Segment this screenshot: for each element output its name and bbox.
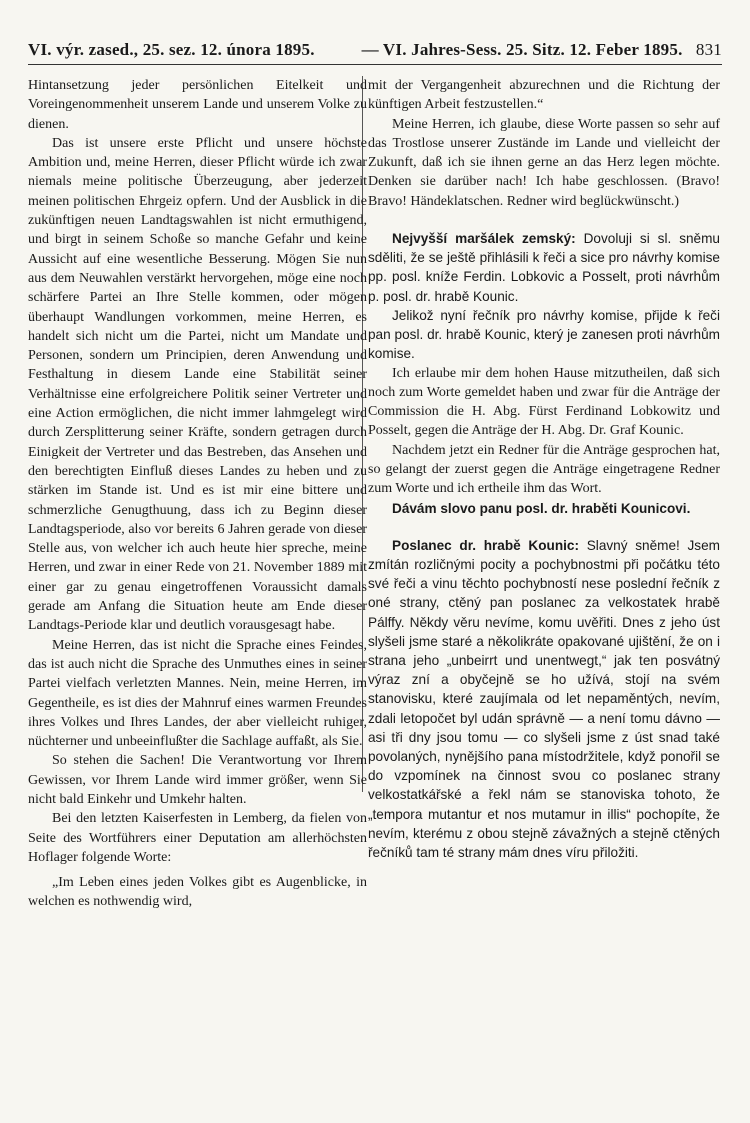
header-czech: VI. výr. zased., 25. sez. 12. února 1895. <box>28 40 315 59</box>
spacer <box>368 518 720 536</box>
paragraph: Das ist unsere erste Pflicht und unsere höchste Ambition und, meine Herren, dieser Pflicht würde ich zwar niemals meine politische Überzeugung, aber jederzeit meinen politischen Ehrgeiz opfern. Und der Ausblick in die zukünftigen neuen Landtagswahlen ist nicht ermuthigend, und birgt in seinem Schoße so manche Gefahr und keine Aussicht auf eine wesentliche Besserung. Mögen Sie nun aus dem Neuwahlen verstärkt hervorgehen, möge eine noch schärfere Partei an Ihre Stelle kommen, oder mögen überhaupt Wandlungen vorkommen, meine Herren, es handelt sich nicht um die Partei, nicht um Mandate und Personen, sondern um Principien, deren Anwendung und Festhaltung in diesem Lande eine Stabilität seiner Verhältnisse eine erfolgreichere Politik seiner Vertreter und eine Action ermöglichen, die nicht immer lahmgelegt wird durch Zersplitterung seiner Kräfte, sondern getragen durch Einigkeit der Vertreter und das Bestreben, das Ansehen und den berechtigten Einfluß dieses Landes zu heben und zu stärken im Stande ist. Und es ist mir eine bittere und schmerzliche Genugthuung, dass ich zu Beginn dieser Landtagsperiode, also vor bereits 6 Jahren gerade von dieser Stelle aus, von welcher ich auch heute hier spreche, meine Herren, und zwar in einer Rede von 21. November 1889 mit einer gar zu genau eingetroffenen Voraussicht damals gerade am Anfang die Situation heute am Ende dieser Landtags-Periode klar und deutlich vorausgesagt habe. <box>28 135 367 634</box>
spacer <box>368 211 720 229</box>
speaker-kounic: Poslanec dr. hrabě Kounic: <box>392 537 580 553</box>
paragraph: Hintansetzung jeder persönlichen Eitelkeit und Voreingenommenheit unserem Lande und unserem Volke zu dienen. <box>28 78 367 132</box>
paragraph: Meine Herren, ich glaube, diese Worte passen so sehr auf das Trostlose unserer Zustände im Lande und vielleicht der Zukunft, daß ich sie ihnen gerne an das Herz legen möchte. Denken sie darüber nach! Ich habe geschlossen. (Bravo! Bravo! Händeklatschen. Redner wird beglückwünscht.) <box>368 116 720 209</box>
header-rule <box>28 64 722 65</box>
page-header <box>28 40 722 60</box>
right-column <box>368 76 720 862</box>
header-german <box>362 40 722 60</box>
kounic-text: Slavný sněme! Jsem zmítán rozličnými pocity a pochybnostmi při počátku této své řeči a vinu těchto pochybností nese poslední řečník z oné strany, ctěný pan poslanec za velkostatek hrabě Pálffy. Někdy věru nevíme, komu uvěřiti. Dnes z jeho úst slyšeli jsme staré a několikráte opakované ujištění, že on i strana jeho „unbeirrt und unentwegt,“ jak ten posvátný výraz zní a obyčejně se ho užívá, stojí na svém stanovisku, které zaujímala od let nepaměntých, nevím, zdali letopočet byl udán správně — a není tomu dávno — asi tři dny jsou tomu — co slyšeli jsme z úst snad také povolaných, nynějšího pana místodržitele, když ponořil se do vzpomínek na činnost svou co poslanec strany velkostatkářské a řekl nám se stanoviska tohoto, že „tempora mutantur et nos mutamur in illis“ pochopíte, že nevím, kterému z obou stejně závažných a stejně ctěných řečníků tam té strany mám dnes víru přiložiti. <box>368 537 720 861</box>
marshal-text: Dovoluji si sl. sněmu sděliti, že se ještě přihlásili k řeči a sice pro návrhy komise pp. posl. kníže Ferdin. Lobkovic a Posselt, proti návrhům p. posl. dr. hrabě Kounic. <box>368 231 720 304</box>
marshal-paragraph <box>368 229 720 306</box>
speaker-marshal: Nejvyšší maršálek zemský: <box>392 231 576 247</box>
paragraph: Nachdem jetzt ein Redner für die Anträge gesprochen hat, so gelangt der zuerst gegen die Anträge eingetragene Redner zum Worte und ich ertheile ihm das Wort. <box>368 442 720 497</box>
paragraph: Ich erlaube mir dem hohen Hause mitzutheilen, daß sich noch zum Worte gemeldet haben und zwar für die Anträge der Commission die H. Abg. Fürst Ferdinand Lobkowitz und Posselt, gegen die Anträge der H. Abg. Dr. Graf Kounic. <box>368 365 720 439</box>
paragraph: So stehen die Sachen! Die Verantwortung vor Ihrem Gewissen, vor Ihrem Lande wird immer größer, wenn Sie nicht bald Einkehr und Umkehr halten. <box>28 753 367 807</box>
paragraph: Jelikož nyní řečník pro návrhy komise, přijde k řeči pan posl. dr. hrabě Kounic, který je zanesen proti návrhům komise. <box>368 307 720 362</box>
kounic-paragraph <box>368 536 720 862</box>
left-column <box>28 76 367 912</box>
paragraph: Dávám slovo panu posl. dr. hraběti Kounicovi. <box>392 500 691 516</box>
paragraph: „Im Leben eines jeden Volkes gibt es Augenblicke, in welchen es nothwendig wird, <box>28 875 367 910</box>
page-number: 831 <box>695 40 722 59</box>
header-german-text: — VI. Jahres-Sess. 25. Sitz. 12. Feber 1895. <box>361 40 683 59</box>
paragraph: Bei den letzten Kaiserfesten in Lemberg, da fielen von Seite des Wortführers einer Deputation am allerhöchsten Hoflager folgende Worte: <box>28 811 367 865</box>
paragraph: mit der Vergangenheit abzurechnen und die Richtung der künftigen Arbeit festzustellen.“ <box>368 78 720 113</box>
paragraph: Meine Herren, das ist nicht die Sprache eines Feindes, das ist auch nicht die Sprache des Unmuthes eines in seiner Partei vielfach verletzten Mannes. Nein, meine Herren, im Gegentheile, es ist dies der Mahnruf eines warmen Freundes ihres Volkes und Ihres Landes, der aber vielleicht ruhiger, nüchterner und unbeeinflußter die Sachlage auffaßt, als Sie. <box>28 637 367 750</box>
